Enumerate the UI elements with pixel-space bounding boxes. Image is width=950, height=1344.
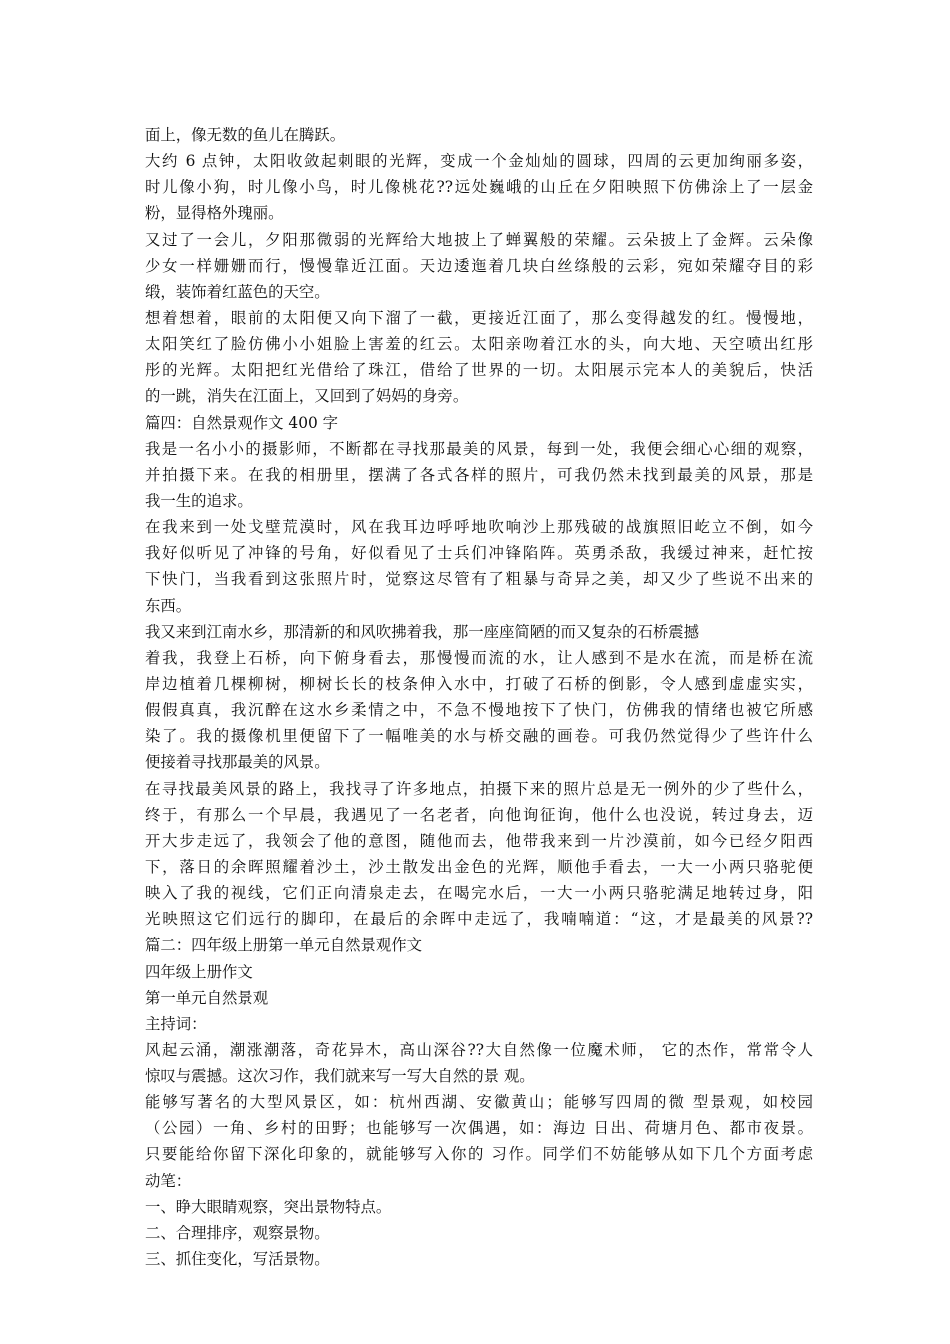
text-line: 我又来到江南水乡，那清新的和风吹拂着我，那一座座简陋的而又复杂的石桥震撼	[145, 622, 700, 641]
text-line: 想着想着，眼前的太阳便又向下溜了一截，更接近江面了，那么变得越发的红。慢慢地，	[145, 308, 813, 327]
text-line: 岸边植着几棵柳树，柳树长长的枝条伸入水中，打破了石桥的倒影，令人感到虚虚实实，	[145, 674, 813, 693]
text-line: 我是一名小小的摄影师，不断都在寻找那最美的风景，每到一处，我便会细心心细的观察，	[145, 439, 813, 458]
document-body	[145, 122, 813, 1272]
text-line: 并拍摄下来。在我的相册里，摆满了各式各样的照片，可我仍然未找到最美的风景，那是	[145, 465, 813, 484]
list-item: 二、合理排序，观察景物。	[145, 1223, 330, 1242]
section-heading: 篇二：四年级上册第一单元自然景观作文	[145, 936, 423, 955]
list-item: 一、睁大眼睛观察，突出景物特点。	[145, 1197, 392, 1216]
subheading: 四年级上册作文	[145, 962, 253, 981]
text-line: 风起云涌，潮涨潮落，奇花异木，高山深谷??大自然像一位魔术师， 它的杰作，常常令人	[145, 1040, 813, 1059]
text-line: 着我，我登上石桥，向下俯身看去，那慢慢而流的水，让人感到不是水在流，而是桥在流	[145, 648, 813, 667]
text-line: 在寻找最美风景的路上，我找寻了许多地点，拍摄下来的照片总是无一例外的少了些什么，	[145, 779, 813, 798]
text-line: （公园）一角、乡村的田野；也能够写一次偶遇，如：海边 日出、荷塘月色、都市夜景。	[145, 1119, 813, 1138]
text-line: 动笔：	[145, 1171, 192, 1190]
text-line: 我一生的追求。	[145, 491, 253, 510]
section-heading: 篇四：自然景观作文 400 字	[145, 413, 339, 432]
text-line: 粉，显得格外瑰丽。	[145, 204, 284, 223]
text-line: 惊叹与震撼。这次习作，我们就来写一写大自然的景 观。	[145, 1067, 535, 1086]
text-line: 又过了一会儿，夕阳那微弱的光辉给大地披上了蝉翼般的荣耀。云朵披上了金辉。云朵像	[145, 230, 813, 249]
text-line: 映入了我的视线，它们正向清泉走去，在喝完水后，一大一小两只骆驼满足地转过身，阳	[145, 884, 813, 903]
text-line: 彤的光辉。太阳把红光借给了珠江，借给了世界的一切。太阳展示完本人的美貌后，快活	[145, 361, 813, 380]
text-line: 时儿像小狗，时儿像小鸟，时儿像桃花??远处巍峨的山丘在夕阳映照下仿佛涂上了一层金	[145, 178, 813, 197]
text-line: 便接着寻找那最美的风景。	[145, 753, 330, 772]
subheading: 主持词：	[145, 1014, 207, 1033]
text-line: 终于，有那么一个早晨，我遇见了一名老者，向他询征询，他什么也没说，转过身去，迈	[145, 805, 813, 824]
text-line: 只要能给你留下深化印象的，就能够写入你的 习作。同学们不妨能够从如下几个方面考虑	[145, 1145, 813, 1164]
text-line: 在我来到一处戈壁荒漠时，风在我耳边呼呼地吹响沙上那残破的战旗照旧屹立不倒，如今	[145, 518, 813, 537]
text-line: 下快门，当我看到这张照片时，觉察这尽管有了粗暴与奇异之美，却又少了些说不出来的	[145, 570, 813, 589]
text-line: 光映照这它们远行的脚印，在最后的余晖中走远了，我喃喃道：“这，才是最美的风景??	[145, 910, 813, 929]
text-line: 染了。我的摄像机里便留下了一幅唯美的水与桥交融的画卷。可我仍然觉得少了些许什么	[145, 727, 813, 746]
text-line: 能够写著名的大型风景区，如：杭州西湖、安徽黄山；能够写四周的微 型景观，如校园	[145, 1093, 813, 1112]
text-line: 假假真真，我沉醉在这水乡柔情之中，不急不慢地按下了快门，仿佛我的情绪也被它所感	[145, 701, 813, 720]
text-line: 东西。	[145, 596, 192, 615]
subheading: 第一单元自然景观	[145, 988, 269, 1007]
text-line: 少女一样姗姗而行，慢慢靠近江面。天边逶迤着几块白丝绦般的云彩，宛如荣耀夺目的彩	[145, 256, 813, 275]
list-item: 三、抓住变化，写活景物。	[145, 1250, 330, 1269]
text-line: 开大步走远了，我领会了他的意图，随他而去，他带我来到一片沙漠前，如今已经夕阳西	[145, 831, 813, 850]
text-line: 太阳笑红了脸仿佛小小姐脸上害羞的红云。太阳亲吻着江水的头，向大地、天空喷出红彤	[145, 335, 813, 354]
text-line: 下，落日的余晖照耀着沙土，沙土散发出金色的光辉，顺他手看去，一大一小两只骆驼便	[145, 857, 813, 876]
text-line: 的一跳，消失在江面上，又回到了妈妈的身旁。	[145, 387, 469, 406]
text-line: 我好似听见了冲锋的号角，好似看见了士兵们冲锋陷阵。英勇杀敌，我缓过神来，赶忙按	[145, 544, 813, 563]
text-line: 面上，像无数的鱼儿在腾跃。	[145, 126, 346, 144]
text-line: 大约 6 点钟，太阳收敛起刺眼的光辉，变成一个金灿灿的圆球，四周的云更加绚丽多姿，	[145, 152, 813, 171]
text-line: 缎，装饰着红蓝色的天空。	[145, 282, 330, 301]
